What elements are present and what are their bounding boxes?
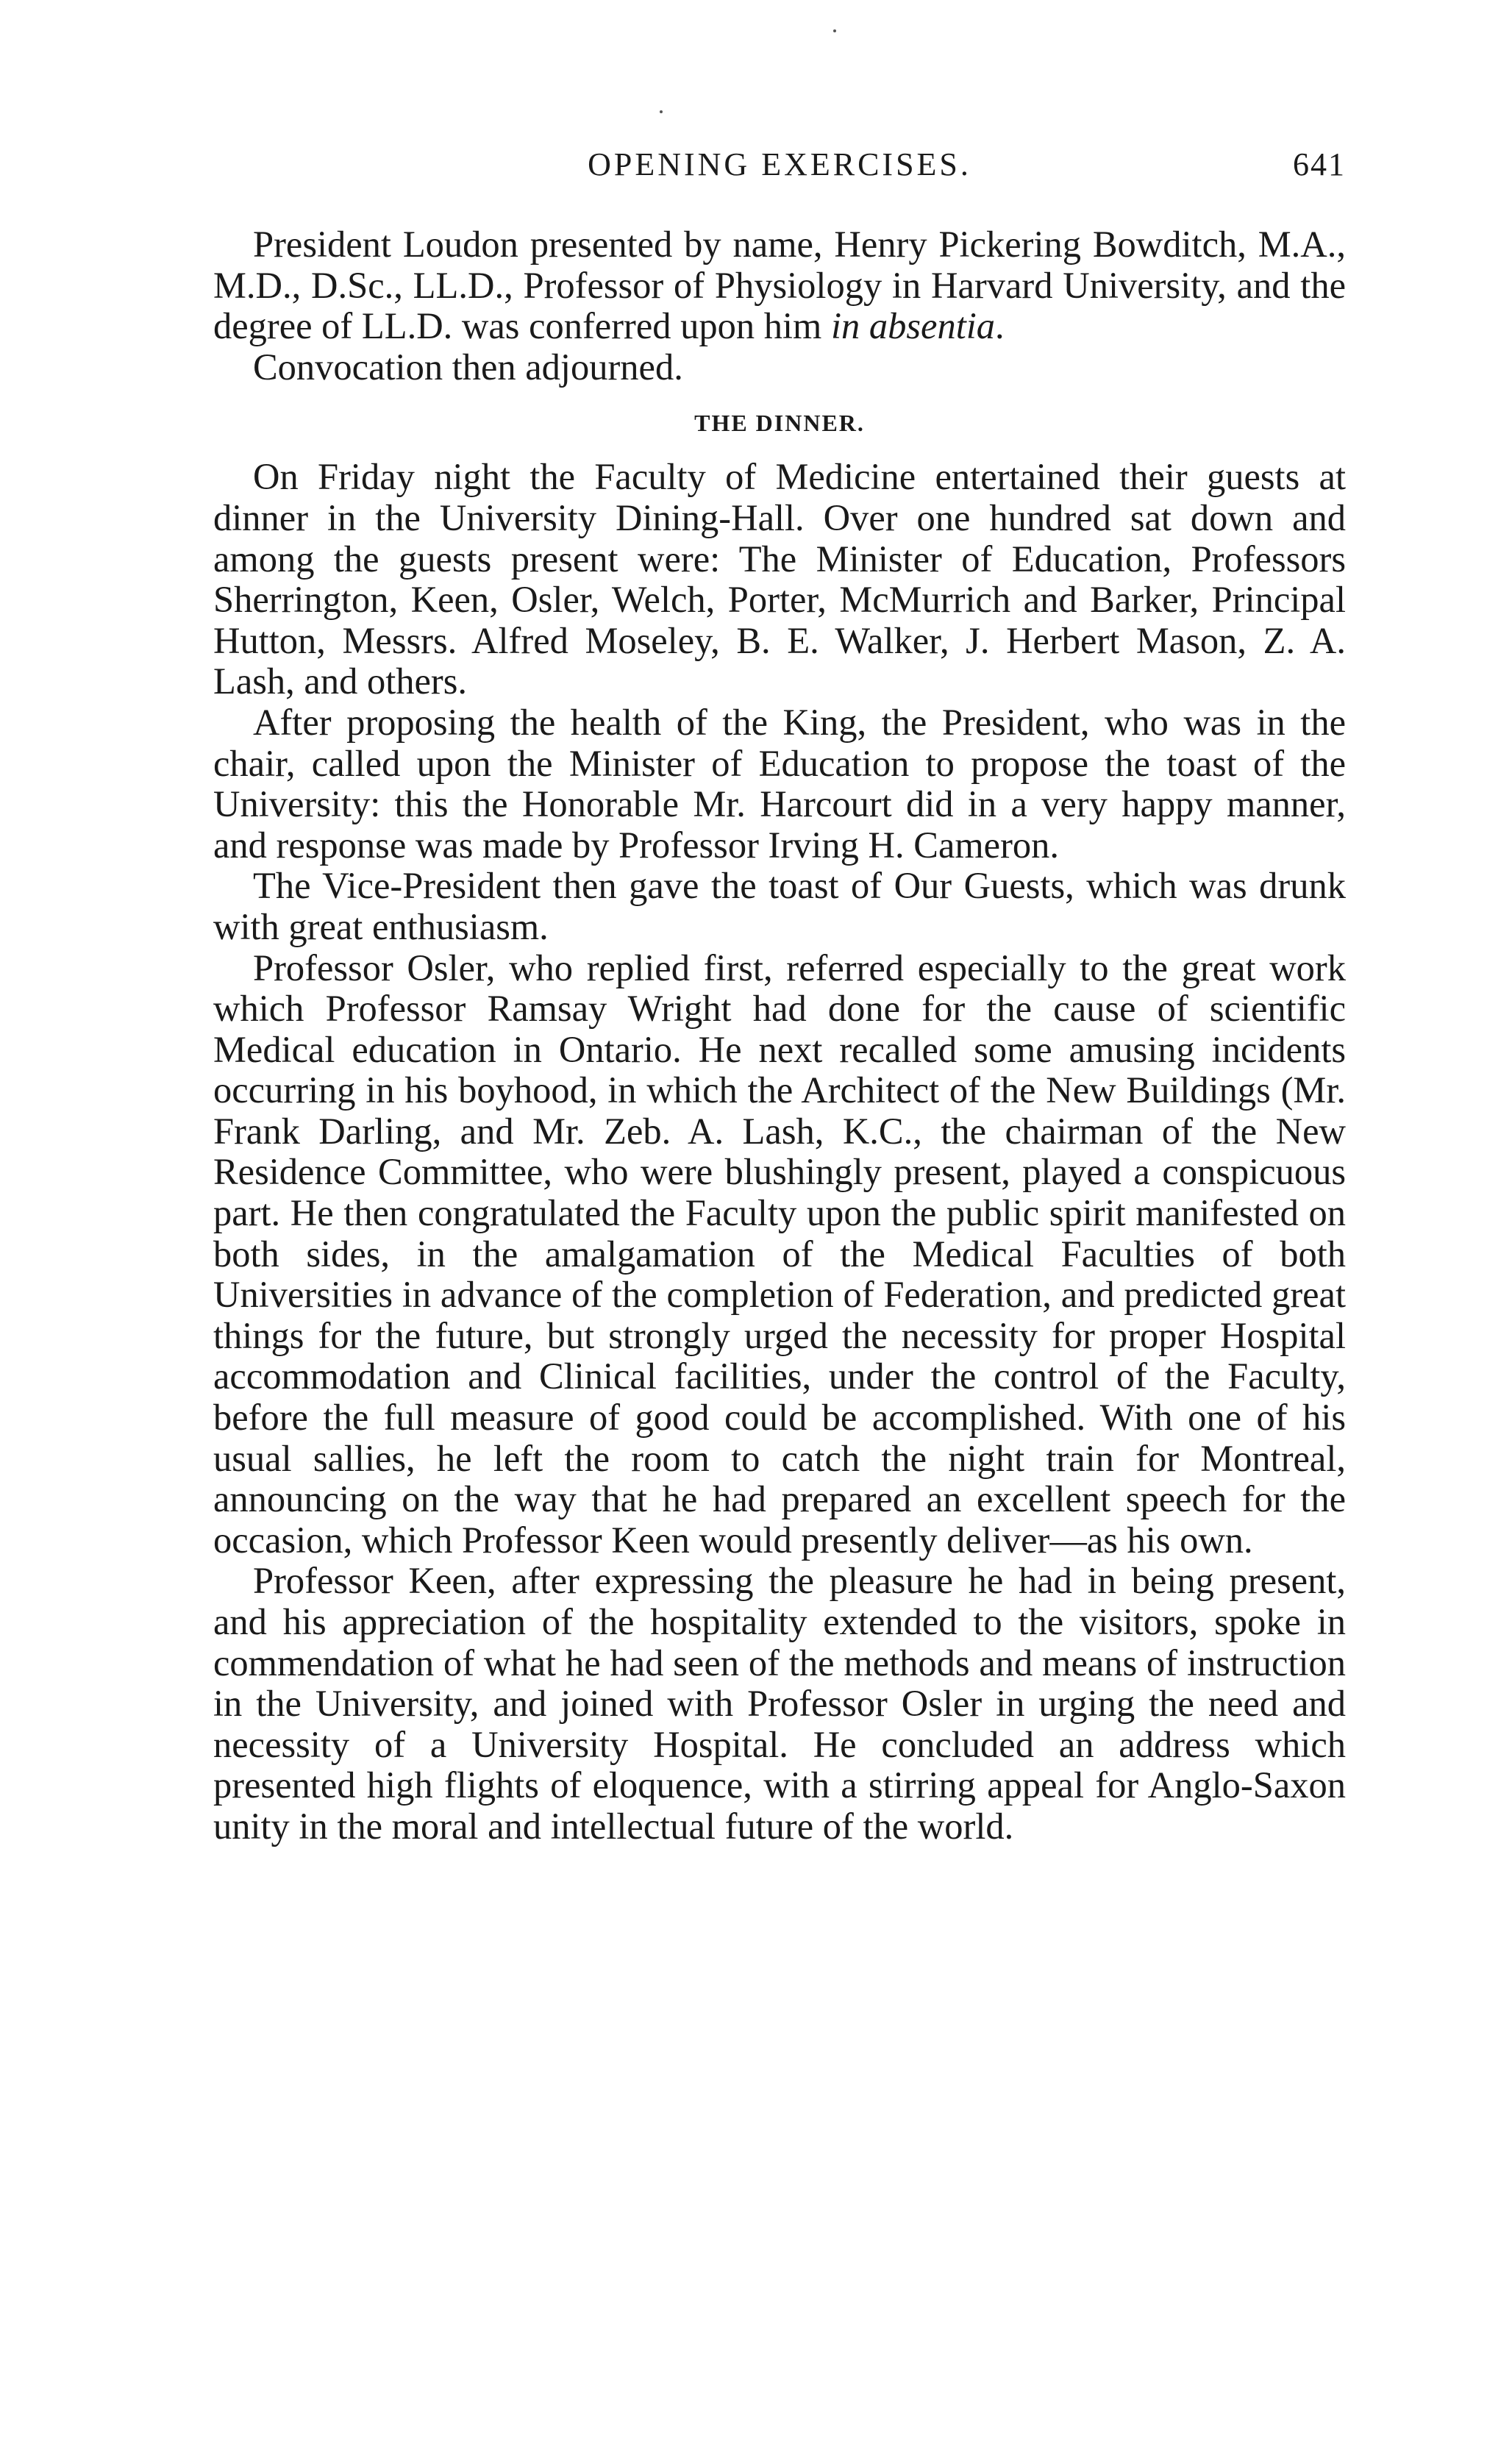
page-header [213,146,1346,190]
paragraph-text: President Loudon presented by name, Henry Pickering Bowditch, M.A., M.D., D.Sc., LL.D., Professor of Physiology in Harvard University, and the degree of LL.D. was conferred upon him [213,224,1346,347]
italic-phrase: in absentia [830,305,996,347]
paragraph-text: . [995,305,1005,347]
paragraph-dinner-guests: On Friday night the Faculty of Medicine entertained their guests at dinner in the University Dining-Hall. Over one hundred sat down and among the guests present were: The Minister of Education, Professors Sherrington, Keen, Osler, Welch, Porter, McMurrich and Barker, Principal Hutton, Messrs. Alfred Moseley, B. E. Walker, J. Herbert Mason, Z. A. Lash, and others. [213,456,1346,702]
section-heading: THE DINNER. [694,410,865,437]
paragraph-adjourned: Convocation then adjourned. [253,346,683,388]
paragraph-toast-guests: The Vice-President then gave the toast of Our Guests, which was drunk with great enthusiasm. [213,865,1346,947]
running-head: OPENING EXERCISES. [588,146,971,182]
paragraph-bowditch-degree [213,224,1346,347]
paragraph-toast-university: After proposing the health of the King, the President, who was in the chair, called upon the Minister of Education to propose the toast of the University: this the Honorable Mr. Harcourt did in a very happy manner, and response was made by Professor Irving H. Cameron. [213,701,1346,866]
paragraph-osler-reply: Professor Osler, who replied first, referred especially to the great work which Professor Ramsay Wright had done for the cause of scientific Medical education in Ontario. He next recalled some amusing incidents occurring in his boyhood, in which the Architect of the New Buildings (Mr. Frank Darling, and Mr. Zeb. A. Lash, K.C., the chairman of the New Residence Committee, who were blushingly present, played a conspicuous part. He then congratulated the Faculty upon the public spirit manifested on both sides, in the amalgamation of the Medical Faculties of both Universities in advance of the completion of Federation, and predicted great things for the future, but strongly urged the necessity for proper Hospital accommodation and Clinical facilities, under the control of the Faculty, before the full measure of good could be accomplished. With one of his usual sallies, he left the room to catch the night train for Montreal, announcing on the way that he had prepared an excellent speech for the occasion, which Professor Keen would presently deliver—as his own. [213,947,1346,1561]
paragraph-keen-address: Professor Keen, after expressing the pleasure he had in being present, and his appreciation of the hospitality extended to the visitors, spoke in commendation of what he had seen of the methods and means of instruction in the University, and joined with Professor Osler in urging the need and necessity of a University Hospital. He concluded an address which presented high flights of eloquence, with a stirring appeal for Anglo-Saxon unity in the moral and intellectual future of the world. [213,1560,1346,1847]
page-number: 641 [1293,146,1346,182]
print-speck [660,110,663,113]
body-text [213,224,1346,1847]
print-speck [833,29,836,32]
